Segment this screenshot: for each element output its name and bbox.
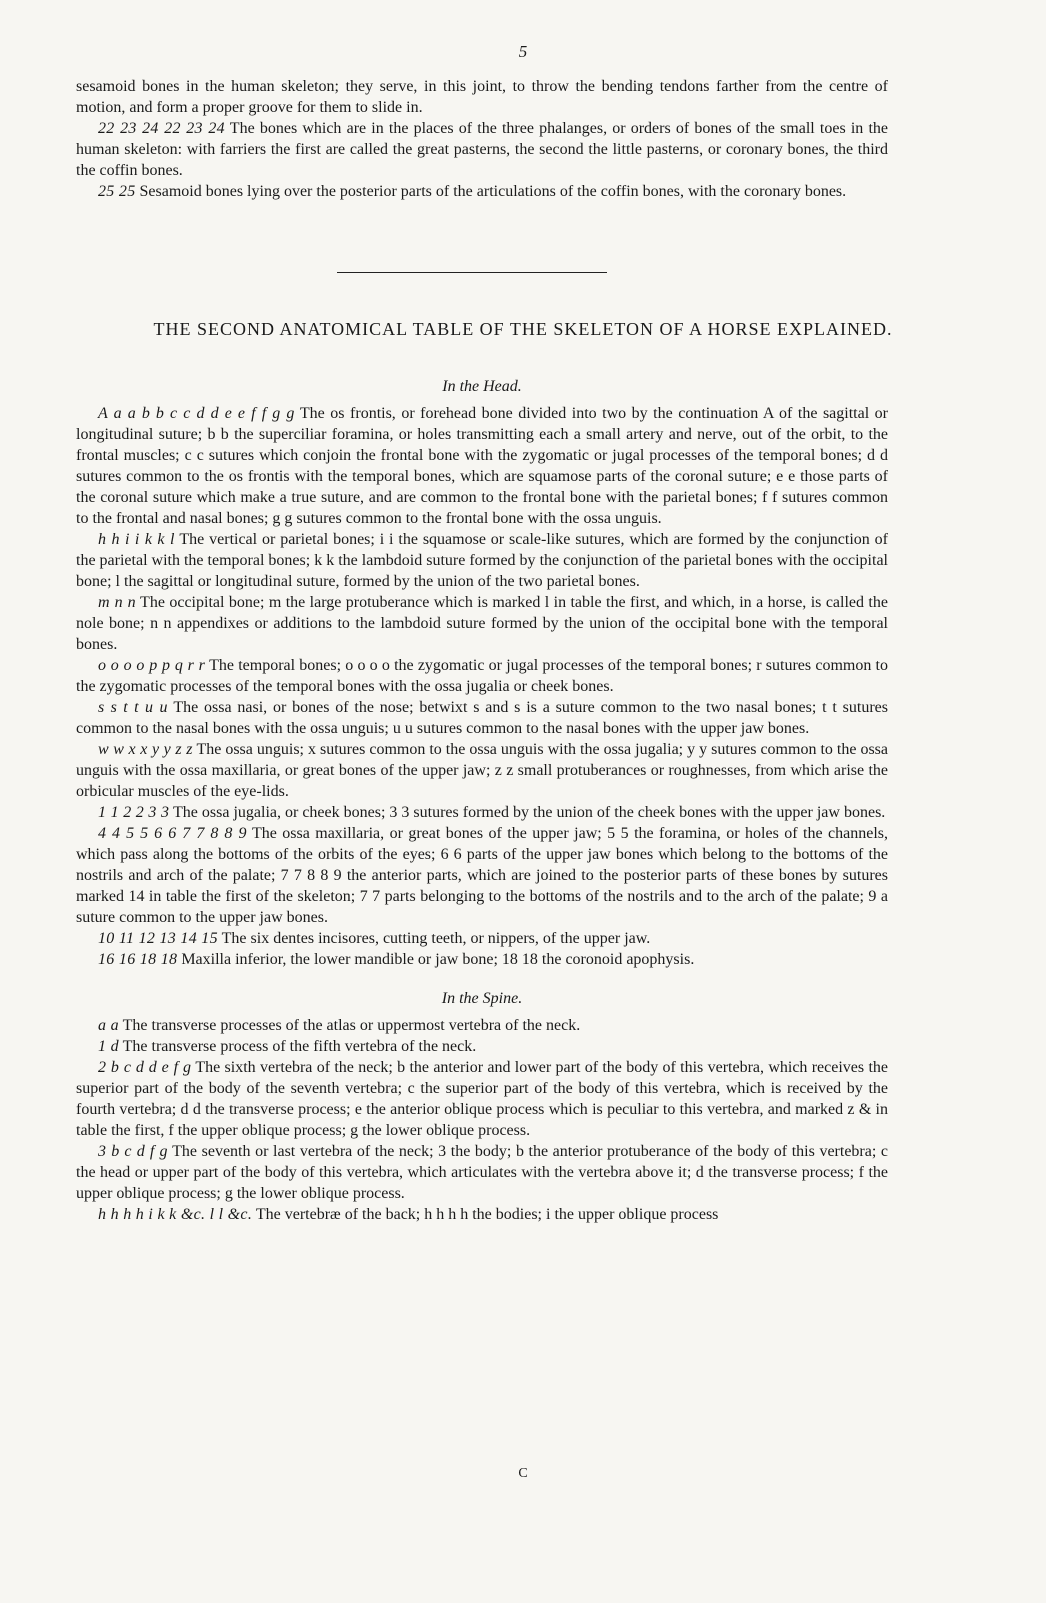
section-divider bbox=[337, 272, 607, 273]
paragraph-label: 22 23 24 22 23 24 bbox=[98, 120, 225, 137]
paragraph-label: w w x x y y z z bbox=[98, 741, 193, 758]
spine-heading: In the Spine. bbox=[441, 990, 523, 1007]
signature-mark: C bbox=[518, 1466, 528, 1481]
paragraph-label: m n n bbox=[98, 594, 136, 611]
paragraph-text: Sesamoid bones lying over the posterior parts of the articulations of the coffin bones, with the coronary bones. bbox=[139, 183, 847, 200]
paragraph-text: The six dentes incisores, cutting teeth, or nippers, of the upper jaw. bbox=[221, 930, 651, 947]
head-section bbox=[76, 376, 888, 1225]
paragraph-label: 1 d bbox=[98, 1038, 119, 1055]
paragraph-text: The temporal bones; o o o o the zygomatic or jugal processes of the temporal bones; r sutures common to the zygomatic processes of the temporal bones with the ossa jugalia or cheek bones. bbox=[76, 657, 888, 695]
head-paragraph bbox=[76, 949, 888, 970]
paragraph-label: 25 25 bbox=[98, 183, 136, 200]
head-paragraph bbox=[76, 403, 888, 529]
paragraph-text: The sixth vertebra of the neck; b the anterior and lower part of the body of this vertebra, which receives the superior part of the body of the seventh vertebra; c the superior part of the body of this vertebra, which is received by the fourth vertebra; d d the transverse process; e the anterior oblique process which is peculiar to this vertebra, and marked z & in table the first, f the upper oblique process; g the lower oblique process. bbox=[76, 1059, 888, 1139]
spine-paragraph bbox=[76, 1015, 888, 1036]
head-paragraph bbox=[76, 802, 888, 823]
intro-paragraph bbox=[76, 118, 888, 181]
paragraph-label: A a a b b c c d d e e f f g g bbox=[98, 405, 295, 422]
paragraph-text: The ossa maxillaria, or great bones of the upper jaw; 5 5 the foramina, or holes of the channels, which pass along the bottoms of the orbits of the eyes; 6 6 parts of the upper jaw bones which belong to the bottoms of the nostrils and arch of the palate; 7 7 8 8 9 the anterior parts, which are joined to the posterior parts of these bones by sutures marked 14 in table the first of the skeleton; 7 7 parts belonging to the bottoms of the nostrils and to the arch of the palate; 9 a suture common to the upper jaw bones. bbox=[76, 825, 888, 926]
paragraph-label: h h h h i k k &c. l l &c. bbox=[98, 1206, 253, 1223]
paragraph-label: a a bbox=[98, 1017, 119, 1034]
paragraph-text: The bones which are in the places of the three phalanges, or orders of bones of the small toes in the human skeleton: with farriers the first are called the great pasterns, the second the little pasterns, or coronary bones, the third the coffin bones. bbox=[76, 120, 888, 179]
paragraph-label: s s t t u u bbox=[98, 699, 168, 716]
head-paragraph bbox=[76, 928, 888, 949]
paragraph-text: The ossa unguis; x sutures common to the ossa unguis with the ossa jugalia; y y sutures common to the ossa unguis with the ossa maxillaria, or great bones of the upper jaw; z z small protuberances or roughnesses, from which arise the orbicular muscles of the eye-lids. bbox=[76, 741, 889, 800]
head-paragraph bbox=[76, 655, 888, 697]
head-heading: In the Head. bbox=[442, 378, 522, 395]
paragraph-text: The transverse processes of the atlas or uppermost vertebra of the neck. bbox=[122, 1017, 581, 1034]
page-number: 5 bbox=[518, 42, 528, 61]
spine-paragraph bbox=[76, 1057, 888, 1141]
paragraph-label: 2 b c d d e f g bbox=[98, 1059, 192, 1076]
paragraph-label: 1 1 2 2 3 3 bbox=[98, 804, 170, 821]
paragraph-label: 4 4 5 5 6 6 7 7 8 8 9 bbox=[98, 825, 247, 842]
paragraph-text: The ossa nasi, or bones of the nose; betwixt s and s is a suture common to the two nasal bones; t t sutures common to the nasal bones with the ossa unguis; u u sutures common to the nasal bones with the upper jaw bones. bbox=[76, 699, 889, 737]
head-paragraph bbox=[76, 697, 888, 739]
head-paragraph bbox=[76, 823, 888, 928]
section-title: THE SECOND ANATOMICAL TABLE OF THE SKELETON OF A HORSE EXPLAINED. bbox=[153, 319, 893, 339]
paragraph-text: sesamoid bones in the human skeleton; they serve, in this joint, to throw the bending tendons farther from the centre of motion, and form a proper groove for them to slide in. bbox=[76, 78, 888, 116]
intro-paragraph bbox=[76, 181, 888, 202]
paragraph-text: The ossa jugalia, or cheek bones; 3 3 sutures formed by the union of the cheek bones with the upper jaw bones. bbox=[173, 804, 886, 821]
paragraph-text: The seventh or last vertebra of the neck; 3 the body; b the anterior protuberance of the body of this vertebra; c the head or upper part of the body of this vertebra, which articulates with the vertebra above it; d the transverse process; f the upper oblique process; g the lower oblique process. bbox=[76, 1143, 888, 1202]
paragraph-text: The occipital bone; m the large protuberance which is marked l in table the first, and which, in a horse, is called the nole bone; n n appendixes or additions to the lambdoid suture formed by the union of the occipital bone with the temporal bones. bbox=[76, 594, 888, 653]
paragraph-label: o o o o p p q r r bbox=[98, 657, 206, 674]
head-paragraph bbox=[76, 739, 888, 802]
spine-paragraph bbox=[76, 1204, 888, 1225]
intro-paragraph bbox=[76, 76, 888, 118]
intro-text bbox=[76, 76, 888, 202]
paragraph-text: The os frontis, or forehead bone divided into two by the continuation A of the sagittal or longitudinal suture; b b the superciliar foramina, or holes transmitting each a small artery and nerve, out of the orbit, to the frontal muscles; c c sutures which conjoin the frontal bone with the zygomatic or jugal processes of the temporal bones; d d sutures common to the os frontis with the temporal bones, which are squamose parts of the coronal suture; e e those parts of the coronal suture which make a true suture, and are common to the frontal bone with the parietal bones; f f sutures common to the frontal and nasal bones; g g sutures common to the frontal bone with the ossa unguis. bbox=[76, 405, 888, 527]
paragraph-label: h h i i k k l bbox=[98, 531, 175, 548]
paragraph-label: 16 16 18 18 bbox=[98, 951, 178, 968]
spine-paragraph bbox=[76, 1036, 888, 1057]
head-paragraph bbox=[76, 529, 888, 592]
paragraph-text: The transverse process of the fifth vertebra of the neck. bbox=[122, 1038, 477, 1055]
paragraph-label: 10 11 12 13 14 15 bbox=[98, 930, 218, 947]
paragraph-text: The vertical or parietal bones; i i the squamose or scale-like sutures, which are formed by the conjunction of the parietal with the temporal bones; k k the lambdoid suture formed by the conjunction of the parietal bones with the occipital bone; l the sagittal or longitudinal suture, formed by the union of the two parietal bones. bbox=[76, 531, 888, 590]
paragraph-label: 3 b c d f g bbox=[98, 1143, 168, 1160]
paragraph-text: Maxilla inferior, the lower mandible or jaw bone; 18 18 the coronoid apophysis. bbox=[181, 951, 695, 968]
paragraph-text: The vertebræ of the back; h h h h the bodies; i the upper oblique process bbox=[255, 1206, 719, 1223]
spine-paragraph bbox=[76, 1141, 888, 1204]
head-paragraph bbox=[76, 592, 888, 655]
